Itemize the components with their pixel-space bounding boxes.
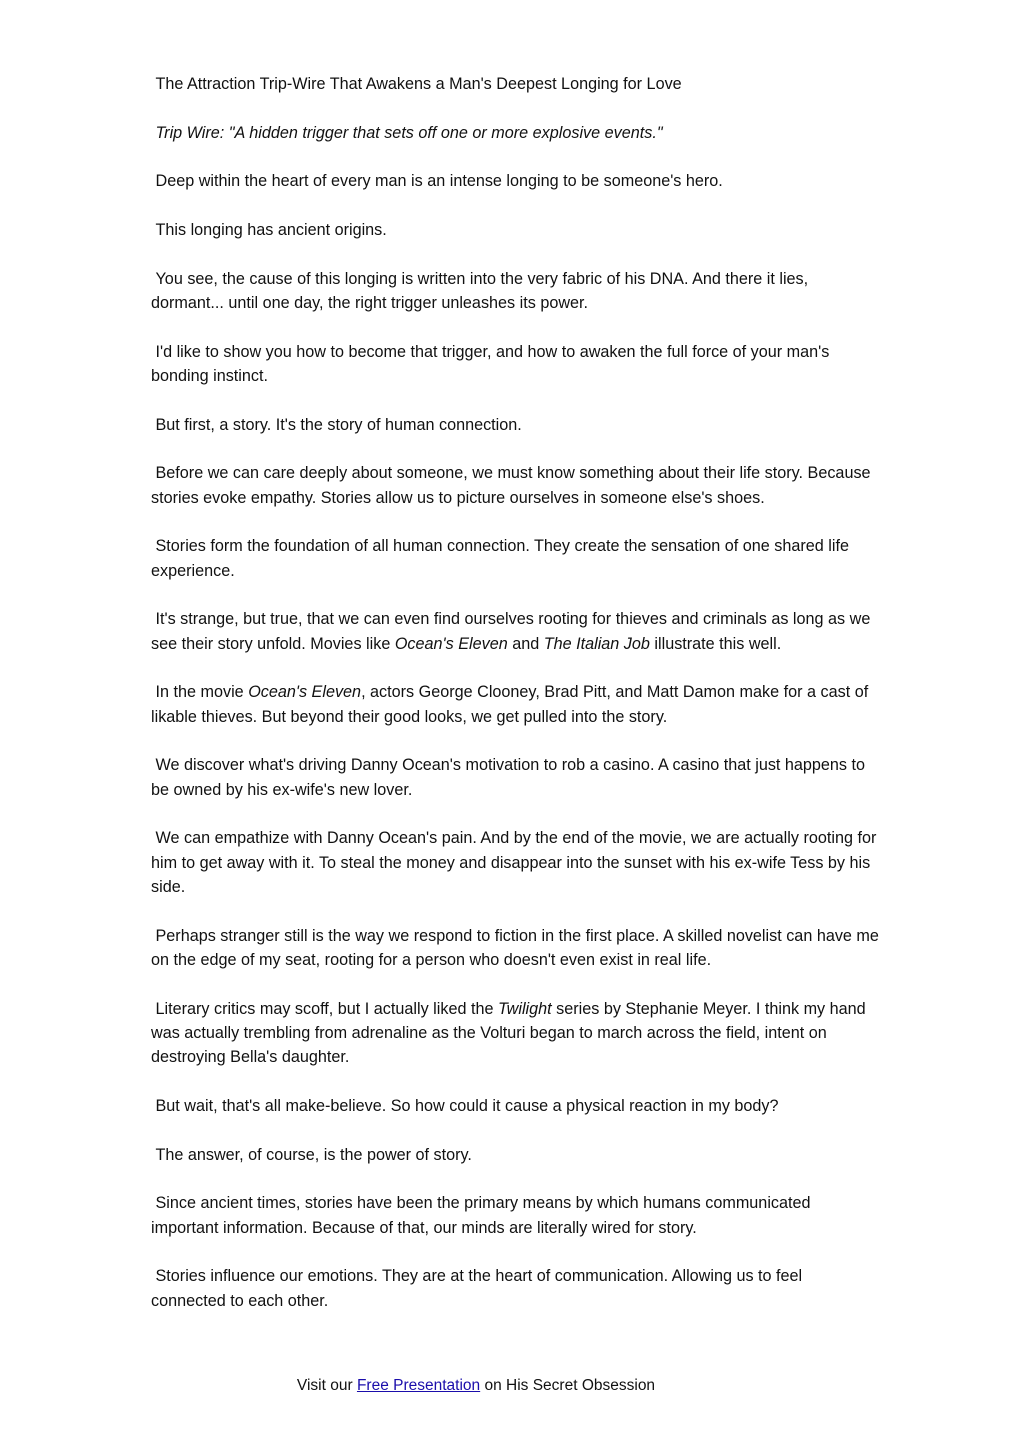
footer-prefix: Visit our — [296, 1377, 357, 1394]
body-paragraph — [151, 218, 881, 242]
body-paragraph — [151, 607, 881, 656]
italic-title: Ocean's Eleven — [394, 634, 508, 653]
body-paragraph — [151, 461, 881, 510]
paragraph-text: illustrate this well. — [649, 634, 782, 653]
paragraph-text: But wait, that's all make-believe. So how could it cause a physical reaction in my body? — [155, 1096, 779, 1115]
paragraph-text: It's strange, but true, that we can even find ourselves rooting for thieves and criminals as long as we see their story unfold. Movies like — [151, 610, 871, 653]
body-paragraph — [151, 267, 881, 316]
paragraph-text: But first, a story. It's the story of human connection. — [155, 415, 522, 434]
document-body — [151, 72, 881, 1337]
paragraph-text: This longing has ancient origins. — [155, 221, 387, 240]
paragraph-text: Since ancient times, stories have been the primary means by which humans communicated important information. Because of that, our minds are literally wired for story. — [151, 1194, 811, 1237]
body-paragraph — [151, 680, 881, 729]
italic-title: Ocean's Eleven — [248, 683, 362, 702]
body-paragraph — [151, 924, 881, 973]
body-paragraph — [151, 1264, 881, 1313]
paragraph-text: Stories form the foundation of all human connection. They create the sensation of one shared life experience. — [151, 537, 849, 580]
paragraph-text: We can empathize with Danny Ocean's pain. And by the end of the movie, we are actually rooting for him to get away with it. To steal the money and disappear into the sunset with his ex-wife Tess by his side. — [151, 829, 877, 896]
free-presentation-link[interactable]: Free Presentation — [356, 1377, 481, 1394]
paragraph-list — [151, 169, 881, 1312]
body-paragraph — [151, 997, 881, 1070]
document-title: The Attraction Trip-Wire That Awakens a Man's Deepest Longing for Love — [155, 75, 682, 93]
body-paragraph — [151, 1143, 881, 1167]
paragraph-text: Stories influence our emotions. They are at the heart of communication. Allowing us to feel connected to each other. — [151, 1267, 803, 1310]
trip-wire-definition: Trip Wire: "A hidden trigger that sets off one or more explosive events." — [155, 123, 663, 142]
paragraph-text: Literary critics may scoff, but I actually liked the — [155, 999, 498, 1018]
paragraph-text: In the movie — [155, 683, 249, 702]
paragraph-text: We discover what's driving Danny Ocean's motivation to rob a casino. A casino that just happens to be owned by his ex-wife's new lover. — [151, 756, 866, 799]
body-paragraph — [151, 413, 881, 437]
paragraph-text: and — [507, 634, 544, 653]
italic-title: Twilight — [497, 999, 552, 1018]
paragraph-text: The answer, of course, is the power of story. — [155, 1145, 472, 1164]
paragraph-text: Deep within the heart of every man is an intense longing to be someone's hero. — [155, 172, 723, 191]
paragraph-text: series by Stephanie Meyer. I think my hand was actually trembling from adrenaline as the Volturi began to march across the field, intent on destroying Bella's daughter. — [151, 999, 866, 1067]
paragraph-text: Perhaps stranger still is the way we respond to fiction in the first place. A skilled novelist can have me on the edge of my seat, rooting for a person who doesn't even exist in real life. — [151, 926, 879, 969]
footer — [0, 1374, 952, 1398]
body-paragraph — [151, 753, 881, 802]
body-paragraph — [151, 340, 881, 389]
paragraph-text: Before we can care deeply about someone, we must know something about their life story. Because stories evoke empathy. Stories allow us to picture ourselves in someone else's shoes. — [151, 464, 871, 507]
paragraph-text: You see, the cause of this longing is written into the very fabric of his DNA. And there it lies, dormant... until one day, the right trigger unleashes its power. — [151, 269, 809, 313]
paragraph-text: I'd like to show you how to become that trigger, and how to awaken the full force of your man's bonding instinct. — [151, 342, 830, 386]
paragraph-text: , actors George Clooney, Brad Pitt, and Matt Damon make for a cast of likable thieves. But beyond their good looks, we get pulled into the story. — [151, 683, 869, 726]
body-paragraph — [151, 1191, 881, 1240]
body-paragraph — [151, 169, 881, 193]
body-paragraph — [151, 1094, 881, 1118]
body-paragraph — [151, 534, 881, 583]
footer-suffix: on His Secret Obsession — [480, 1377, 656, 1394]
italic-title: The Italian Job — [543, 634, 650, 653]
body-paragraph — [151, 826, 881, 899]
